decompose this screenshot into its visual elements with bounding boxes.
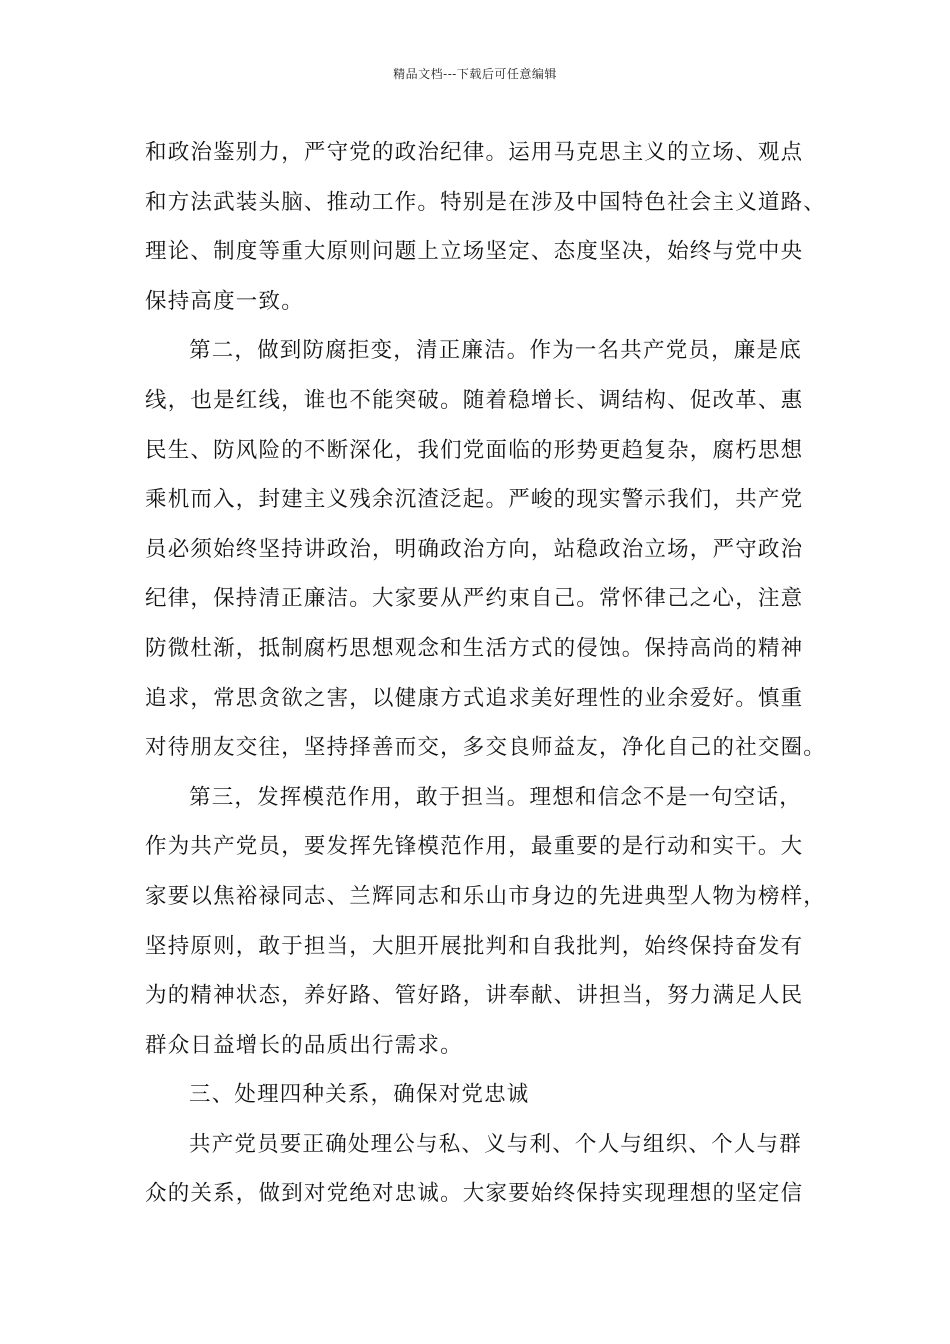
text-line: 员必须始终坚持讲政治，明确政治方向，站稳政治立场，严守政治 [145,536,804,562]
text-line: 作为共产党员，要发挥先锋模范作用，最重要的是行动和实干。大 [145,834,804,860]
text-line: 线，也是红线，谁也不能突破。随着稳增长、调结构、促改革、惠 [145,387,804,413]
text-line: 和方法武装头脑、推动工作。特别是在涉及中国特色社会主义道路、 [145,189,827,215]
text-line: 和政治鉴别力，严守党的政治纪律。运用马克思主义的立场、观点 [145,140,804,165]
page-header: 精品文档---下载后可任意编辑 [393,67,557,81]
paragraph-start-line: 第二，做到防腐拒变，清正廉洁。作为一名共产党员，廉是底 [189,338,802,364]
text-line: 保持高度一致。 [145,288,304,314]
text-line: 家要以焦裕禄同志、兰辉同志和乐山市身边的先进典型人物为榜样， [145,883,827,909]
text-line: 众的关系，做到对党绝对忠诚。大家要始终保持实现理想的坚定信 [145,1181,804,1207]
document-body [145,128,835,1219]
text-line: 对待朋友交往，坚持择善而交，多交良师益友，净化自己的社交圈。 [145,735,827,761]
text-line: 坚持原则，敢于担当，大胆开展批判和自我批判，始终保持奋发有 [145,933,804,959]
text-line: 纪律，保持清正廉洁。大家要从严约束自己。常怀律己之心，注意 [145,586,804,612]
text-line: 理论、制度等重大原则问题上立场坚定、态度坚决，始终与党中央 [145,239,804,265]
paragraph-start-line: 第三，发挥模范作用，敢于担当。理想和信念不是一句空话， [189,784,802,810]
text-line: 防微杜渐，抵制腐朽思想观念和生活方式的侵蚀。保持高尚的精神 [145,635,804,661]
text-line: 乘机而入，封建主义残余沉渣泛起。严峻的现实警示我们，共产党 [145,487,804,513]
text-line: 群众日益增长的品质出行需求。 [145,1032,463,1058]
text-line: 追求，常思贪欲之害，以健康方式追求美好理性的业余爱好。慎重 [145,685,804,711]
section-heading: 三、处理四种关系，确保对党忠诚 [189,1082,530,1108]
text-line: 为的精神状态，养好路、管好路，讲奉献、讲担当，努力满足人民 [145,983,804,1009]
text-line: 民生、防风险的不断深化，我们党面临的形势更趋复杂，腐朽思想 [145,437,804,463]
paragraph-start-line: 共产党员要正确处理公与私、义与利、个人与组织、个人与群 [189,1131,802,1157]
